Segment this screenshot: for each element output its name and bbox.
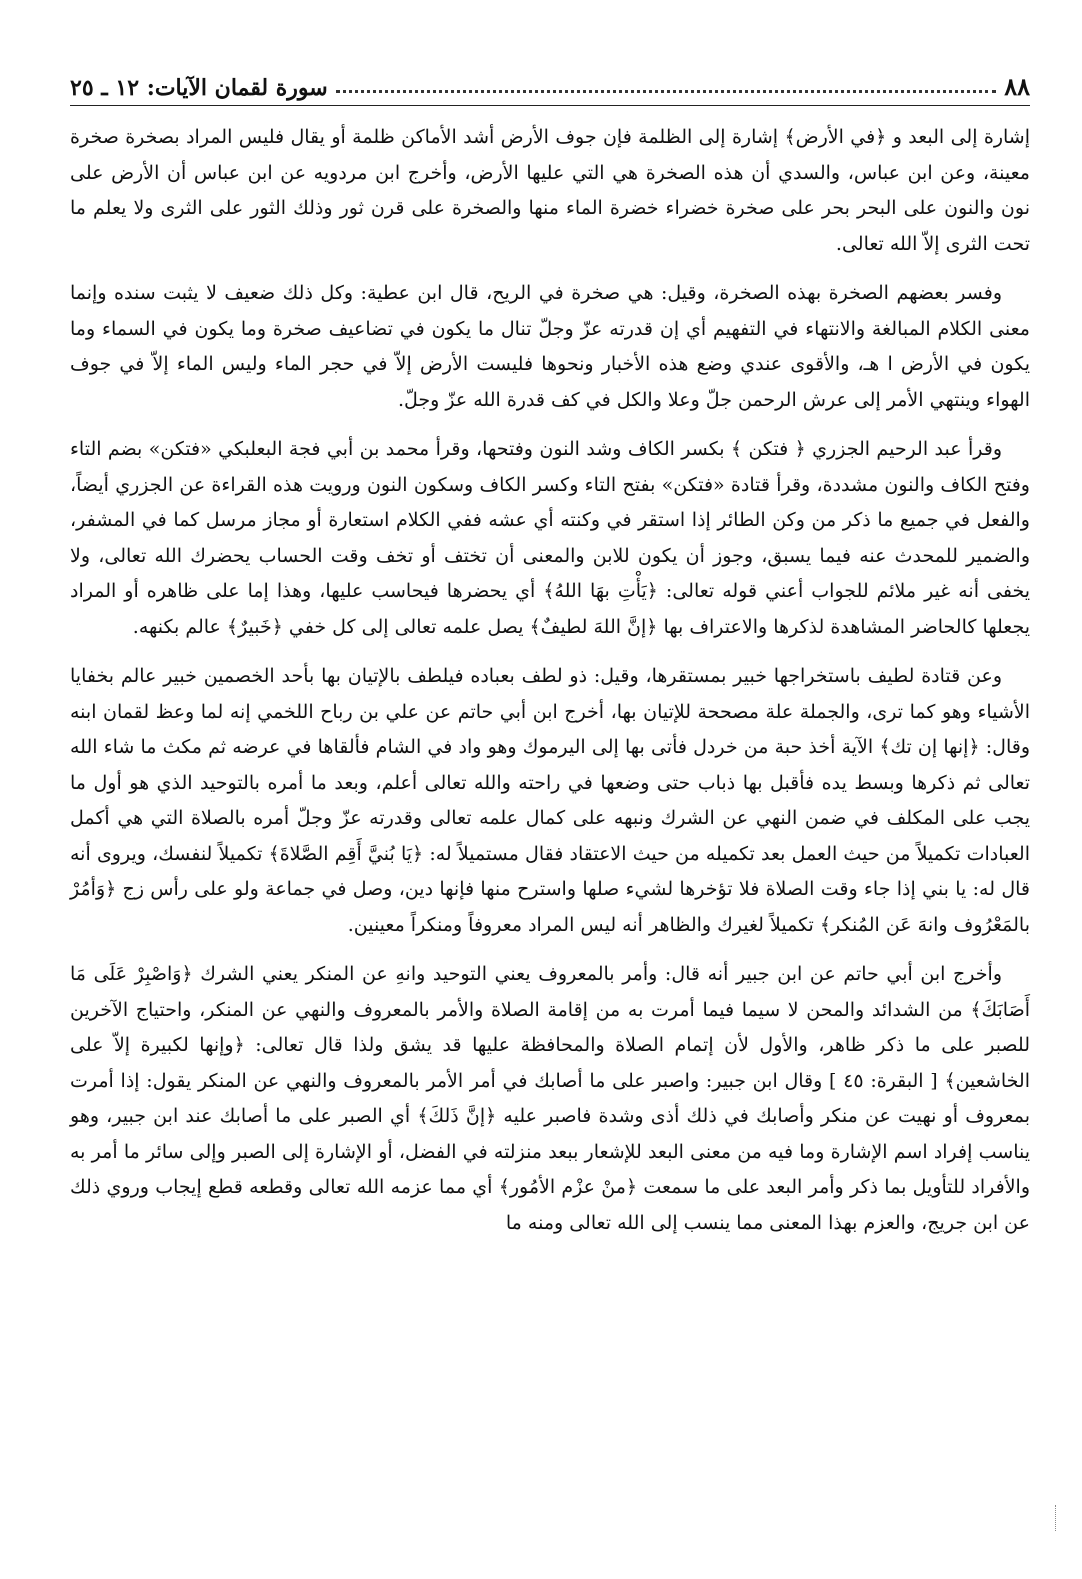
paragraph-1: إشارة إلى البعد و ﴿في الأرض﴾ إشارة إلى الظلمة فإن جوف الأرض أشد الأماكن ظلمة أو يقال فليس المراد بصخرة صخرة معينة، وعن ابن عباس، والسدي أن هذه الصخرة هي التي عليها الأرض، وأخرج ابن مردويه عن ابن عباس أن الأرض على نون والنون على البحر بحر على صخرة خضراء خضرة الماء منها والصخرة على قرن ثور وذلك الثور على الثرى ولا يعلم ما تحت الثرى إلاّ الله تعالى. [70, 126, 1030, 255]
paragraph-4: وعن قتادة لطيف باستخراجها خبير بمستقرها، وقيل: ذو لطف بعباده فيلطف بالإتيان بها بأحد الخصمين خبير عالم بخفايا الأشياء وهو كما ترى، والجملة علة مصححة للإتيان بها، أخرج ابن أبي حاتم عن علي بن رباح اللخمي إنه لما وعظ لقمان ابنه وقال: ﴿إنها إن تك﴾ الآية أخذ حبة من خردل فأتى بها إلى اليرموك وهو واد في الشام فألقاها في عرضه ثم مكث ما شاء الله تعالى ثم ذكرها وبسط يده فأقبل بها ذباب حتى وضعها في راحته والله تعالى أعلم، وبعد ما أمره بالتوحيد الذي هو أول ما يجب على المكلف في ضمن النهي عن الشرك ونبهه على كمال علمه تعالى وقدرته عزّ وجلّ أمره بالصلاة التي هي أكمل العبادات تكميلاً من حيث العمل بعد تكميله من حيث الاعتقاد فقال مستميلاً له: ﴿يَا بُنيَّ أَقِم الصَّلاةَ﴾ تكميلاً لنفسك، ويروى أنه قال له: يا بني إذا جاء وقت الصلاة فلا تؤخرها لشيء صلها واسترح منها فإنها دين، وصل في جماعة ولو على رأس زج ﴿وَأمُرْ بالمَعْرُوف وانهَ عَن المُنكر﴾ تكميلاً لغيرك والظاهر أنه ليس المراد معروفاً ومنكراً معينين. [70, 665, 1030, 936]
page-body [70, 120, 1030, 1241]
header-dotted-leader [336, 90, 997, 93]
margin-mark [1053, 1505, 1056, 1531]
running-title: سورة لقمان الآيات: ١٢ ـ ٢٥ [70, 75, 328, 101]
paragraph-2: وفسر بعضهم الصخرة بهذه الصخرة، وقيل: هي صخرة في الريح، قال ابن عطية: وكل ذلك ضعيف لا يثبت سنده وإنما معنى الكلام المبالغة والانتهاء في التفهيم أي إن قدرته عزّ وجلّ تنال ما يكون في تضاعيف صخرة وما يكون في السماء وما يكون في الأرض ا هـ، والأقوى عندي وضع هذه الأخبار ونحوها فليست الأرض إلاّ في حجر الماء وليس الماء إلاّ في جوف الهواء وينتهي الأمر إلى عرش الرحمن جلّ وعلا والكل في كف قدرة الله عزّ وجلّ. [70, 282, 1030, 411]
paragraph-5: وأخرج ابن أبي حاتم عن ابن جبير أنه قال: وأمر بالمعروف يعني التوحيد وانهِ عن المنكر يعني الشرك ﴿وَاصْبِرْ عَلَى مَا أَصَابَكَ﴾ من الشدائد والمحن لا سيما فيما أمرت به من إقامة الصلاة والأمر بالمعروف والنهي عن المنكر، واحتياج الآخرين للصبر على ما ذكر ظاهر، والأول لأن إتمام الصلاة والمحافظة عليها قد يشق ولذا قال تعالى: ﴿وإنها لكبيرة إلاّ على الخاشعين﴾ [ البقرة: ٤٥ ] وقال ابن جبير: واصبر على ما أصابك في أمر الأمر بالمعروف والنهي عن المنكر يقول: إذا أمرت بمعروف أو نهيت عن منكر وأصابك في ذلك أذى وشدة فاصبر عليه ﴿إنَّ ذَلكَ﴾ أي الصبر على ما أصابك عند ابن جبير، وهو يناسب إفراد اسم الإشارة وما فيه من معنى البعد للإشعار ببعد منزلته في الفضل، أو الإشارة إلى الصبر وإلى سائر ما أمر به والأفراد للتأويل بما ذكر وأمر البعد على ما سمعت ﴿منْ عزْم الأمُور﴾ أي مما عزمه الله تعالى وقطعه قطع إيجاب وروي ذلك عن ابن جريج، والعزم بهذا المعنى مما ينسب إلى الله تعالى ومنه ما [70, 963, 1030, 1234]
page-header [70, 66, 1030, 106]
book-page [70, 66, 1030, 1566]
paragraph-3: وقرأ عبد الرحيم الجزري ﴿ فتكن ﴾ بكسر الكاف وشد النون وفتحها، وقرأ محمد بن أبي فجة البعلبكي «فتكن» بضم التاء وفتح الكاف والنون مشددة، وقرأ قتادة «فتكن» بفتح التاء وكسر الكاف وسكون النون ورويت هذه القراءة عن الجزري أيضاً، والفعل في جميع ما ذكر من وكن الطائر إذا استقر في وكنته أي عشه ففي الكلام استعارة أو مجاز مرسل كما في المشفر، والضمير للمحدث عنه فيما يسبق، وجوز أن يكون للابن والمعنى أن تختف أو تخف وقت الحساب يحضرك الله تعالى، ولا يخفى أنه غير ملائم للجواب أعني قوله تعالى: ﴿يَأْتِ بهَا اللهُ﴾ أي يحضرها فيحاسب عليها، وهذا إما على ظاهره أو المراد يجعلها كالحاضر المشاهدة لذكرها والاعتراف بها ﴿إنَّ اللهَ لطيفٌ﴾ يصل علمه تعالى إلى كل خفي ﴿خَبيرٌ﴾ عالم بكنهه. [70, 438, 1030, 638]
page-number: ٨٨ [1004, 72, 1030, 101]
